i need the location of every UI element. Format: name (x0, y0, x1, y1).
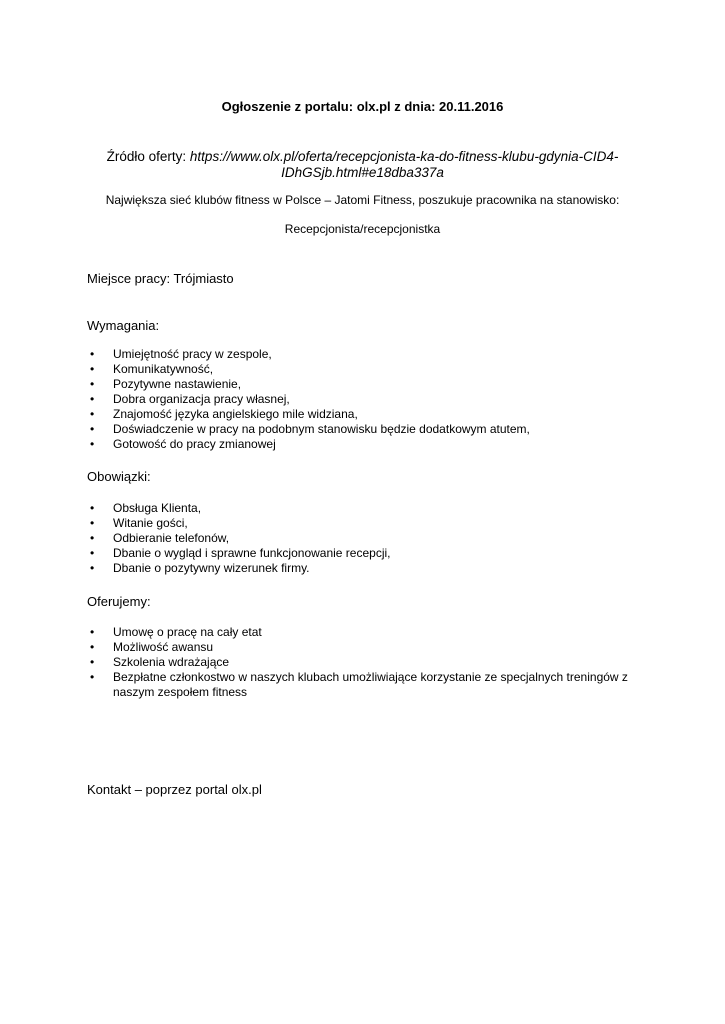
list-item: • Komunikatywność, (87, 362, 647, 377)
source-url: https://www.olx.pl/oferta/recepcjonista-ka-do-fitness-klubu-gdynia-CID4-IDhGSjb.html#e18dba337a (189, 149, 619, 180)
list-item: • Gotowość do pracy zmianowej (87, 437, 647, 452)
offer-list (87, 625, 647, 700)
list-item: • Pozytywne nastawienie, (87, 377, 647, 392)
list-item: • Obsługa Klienta, (87, 501, 647, 516)
list-item: • Doświadczenie w pracy na podobnym stanowisku będzie dodatkowym atutem, (87, 422, 647, 437)
list-item: • Dbanie o pozytywny wizerunek firmy. (87, 561, 647, 576)
list-item: • Możliwość awansu (87, 640, 647, 655)
requirements-list (87, 347, 647, 452)
requirements-heading: Wymagania: (87, 318, 160, 333)
offer-heading: Oferujemy: (87, 594, 151, 609)
offer-source (90, 149, 635, 181)
list-item: • Dbanie o wygląd i sprawne funkcjonowanie recepcji, (87, 546, 647, 561)
list-item: • Umiejętność pracy w zespole, (87, 347, 647, 362)
duties-list (87, 501, 647, 576)
list-item: • Znajomość języka angielskiego mile widziana, (87, 407, 647, 422)
document-title: Ogłoszenie z portalu: olx.pl z dnia: 20.11.2016 (221, 99, 504, 114)
intro-text: Największa sieć klubów fitness w Polsce – Jatomi Fitness, poszukuje pracownika na stanowisko: (105, 193, 620, 207)
contact-text: Kontakt – poprzez portal olx.pl (87, 782, 262, 797)
list-item: • Dobra organizacja pracy własnej, (87, 392, 647, 407)
position-title: Recepcjonista/recepcjonistka (284, 222, 441, 236)
list-item: • Bezpłatne członkostwo w naszych klubach umożliwiające korzystanie ze specjalnych treningów z naszym zespołem fitness (87, 670, 647, 700)
list-item: • Szkolenia wdrażające (87, 655, 647, 670)
list-item: • Odbieranie telefonów, (87, 531, 647, 546)
duties-heading: Obowiązki: (87, 469, 151, 484)
list-item: • Witanie gości, (87, 516, 647, 531)
source-label: Źródło oferty: (106, 149, 190, 164)
workplace-text: Miejsce pracy: Trójmiasto (87, 271, 234, 286)
list-item: • Umowę o pracę na cały etat (87, 625, 647, 640)
